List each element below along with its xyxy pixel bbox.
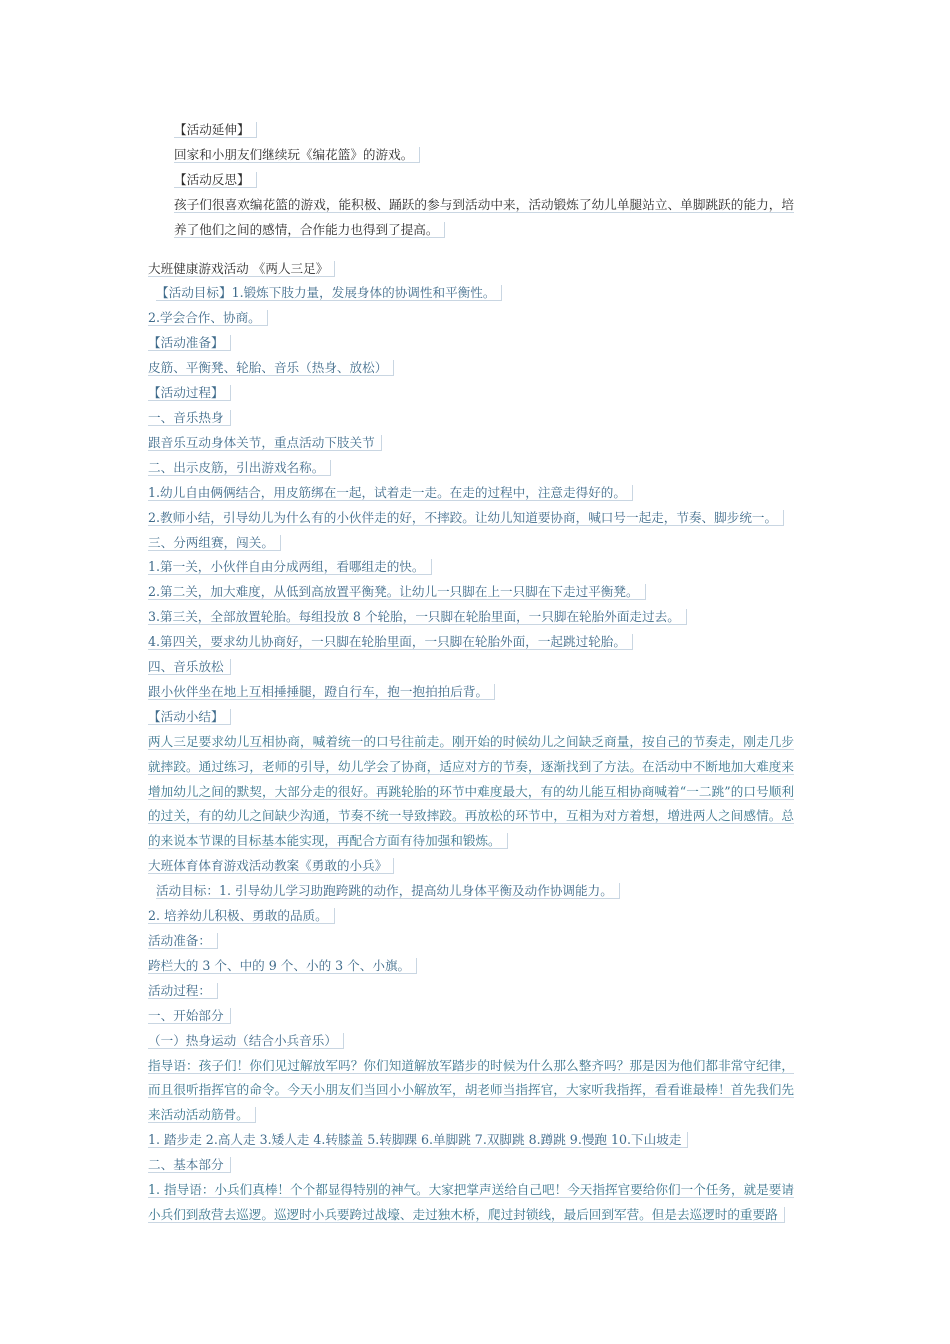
text-line (148, 680, 794, 705)
text-line (148, 580, 794, 605)
text-line (148, 431, 794, 456)
text-line (148, 705, 794, 730)
text-line (148, 306, 794, 331)
text-paragraph (148, 1178, 794, 1228)
text-content: 1.幼儿自由俩俩结合，用皮筋绑在一起，试着走一走。在走的过程中，注意走得好的。 (148, 485, 633, 501)
paragraph-gap (148, 243, 794, 257)
text-content: 皮筋、平衡凳、轮胎、音乐（热身、放松） (148, 360, 394, 376)
text-line (148, 1128, 794, 1153)
text-content: 【活动反思】 (174, 172, 257, 188)
text-line (148, 954, 794, 979)
text-line (148, 854, 794, 879)
text-line (148, 1153, 794, 1178)
text-content: 1. 指导语：小兵们真棒！个个都显得特别的神气。大家把掌声送给自己吧！今天指挥官要给你们一个任务，就是要请小兵们到敌营去巡逻。巡逻时小兵要跨过战壕、走过独木桥，爬过封锁线，最后回到军营。但是去巡逻时的重要路 (148, 1182, 794, 1222)
text-content: 活动目标：1. 引导幼儿学习助跑跨跳的动作，提高幼儿身体平衡及动作协调能力。 (156, 883, 620, 899)
text-content: 2. 培养幼儿积极、勇敢的品质。 (148, 908, 335, 924)
text-content: 跟音乐互动身体关节，重点活动下肢关节 (148, 435, 382, 451)
text-content: 回家和小朋友们继续玩《编花篮》的游戏。 (174, 147, 420, 163)
text-content: 四、音乐放松 (148, 659, 231, 675)
text-content: 【活动过程】 (148, 385, 231, 401)
text-content: 【活动准备】 (148, 335, 231, 351)
document-body (148, 118, 794, 1228)
text-line (148, 904, 794, 929)
text-line (148, 118, 794, 143)
text-content: 一、音乐热身 (148, 410, 231, 426)
text-content: 一、开始部分 (148, 1008, 231, 1024)
text-line (148, 605, 794, 630)
text-paragraph (148, 730, 794, 855)
text-content: 二、出示皮筋，引出游戏名称。 (148, 460, 331, 476)
text-content: 【活动延伸】 (174, 122, 257, 138)
text-line (148, 381, 794, 406)
text-content: 1.第一关，小伙伴自由分成两组，看哪组走的快。 (148, 559, 432, 575)
text-line (148, 630, 794, 655)
text-content: 【活动小结】 (148, 709, 231, 725)
text-content: 3.第三关，全部放置轮胎。每组投放 8 个轮胎，一只脚在轮胎里面，一只脚在轮胎外面走过去。 (148, 609, 687, 625)
text-content: 2.学会合作、协商。 (148, 310, 268, 326)
text-content: 跟小伙伴坐在地上互相捶捶腿，蹬自行车，抱一抱拍拍后背。 (148, 684, 495, 700)
text-content: 活动过程： (148, 983, 218, 999)
text-content: 4.第四关，要求幼儿协商好，一只脚在轮胎里面，一只脚在轮胎外面，一起跳过轮胎。 (148, 634, 633, 650)
text-line (148, 879, 794, 904)
text-content: 【活动目标】1.锻炼下肢力量，发展身体的协调性和平衡性。 (156, 285, 502, 301)
text-content: 二、基本部分 (148, 1157, 231, 1173)
text-paragraph (148, 1054, 794, 1129)
text-line (148, 481, 794, 506)
text-content: （一）热身运动（结合小兵音乐） (148, 1033, 344, 1049)
text-content: 2.第二关，加大难度，从低到高放置平衡凳。让幼儿一只脚在上一只脚在下走过平衡凳。 (148, 584, 646, 600)
text-content: 1. 踏步走 2.高人走 3.矮人走 4.转膝盖 5.转脚踝 6.单脚跳 7.双脚跳 8.蹲跳 9.慢跑 10.下山坡走 (148, 1132, 688, 1148)
text-content: 跨栏大的 3 个、中的 9 个、小的 3 个、小旗。 (148, 958, 417, 974)
text-content: 2.教师小结，引导幼儿为什么有的小伙伴走的好，不摔跤。让幼儿知道要协商，喊口号一起走，节奏、脚步统一。 (148, 510, 784, 526)
text-line (148, 168, 794, 193)
text-content: 两人三足要求幼儿互相协商，喊着统一的口号往前走。刚开始的时候幼儿之间缺乏商量，按自己的节奏走，刚走几步就摔跤。通过练习，老师的引导，幼儿学会了协商，适应对方的节奏，逐渐找到了方法。在活动中不断地加大难度来增加幼儿之间的默契，大部分走的很好。再跳轮胎的环节中难度最大，有的幼儿能互相协商喊着“一二跳”的口号顺利的过关，有的幼儿之间缺少沟通，节奏不统一导致摔跤。再放松的环节中，互相为对方着想，增进两人之间感情。总的来说本节课的目标基本能实现，再配合方面有待加强和锻炼。 (148, 733, 794, 849)
text-line (148, 257, 794, 282)
text-content: 大班健康游戏活动 《两人三足》 (148, 261, 335, 277)
text-line (148, 929, 794, 954)
text-line (148, 356, 794, 381)
text-line (148, 281, 794, 306)
text-content: 孩子们很喜欢编花篮的游戏，能积极、踊跃的参与到活动中来，活动锻炼了幼儿单腿站立、单脚跳跃的能力，培养了他们之间的感情，合作能力也得到了提高。 (174, 196, 794, 237)
text-line (148, 1004, 794, 1029)
text-line (148, 506, 794, 531)
text-line (148, 531, 794, 556)
text-paragraph (148, 193, 794, 243)
text-content: 大班体育体育游戏活动教案《勇敢的小兵》 (148, 858, 394, 874)
text-content: 活动准备： (148, 933, 218, 949)
text-line (148, 1029, 794, 1054)
text-line (148, 555, 794, 580)
text-line (148, 406, 794, 431)
text-line (148, 979, 794, 1004)
text-line (148, 456, 794, 481)
text-content: 三、分两组赛，闯关。 (148, 535, 281, 551)
text-content: 指导语：孩子们！你们见过解放军吗？你们知道解放军踏步的时候为什么那么整齐吗？那是因为他们都非常守纪律，而且很听指挥官的命令。今天小朋友们当回小小解放军，胡老师当指挥官，大家听我指挥，看看谁最棒！首先我们先来活动活动筋骨。 (148, 1057, 794, 1123)
text-line (148, 143, 794, 168)
text-line (148, 655, 794, 680)
text-line (148, 331, 794, 356)
